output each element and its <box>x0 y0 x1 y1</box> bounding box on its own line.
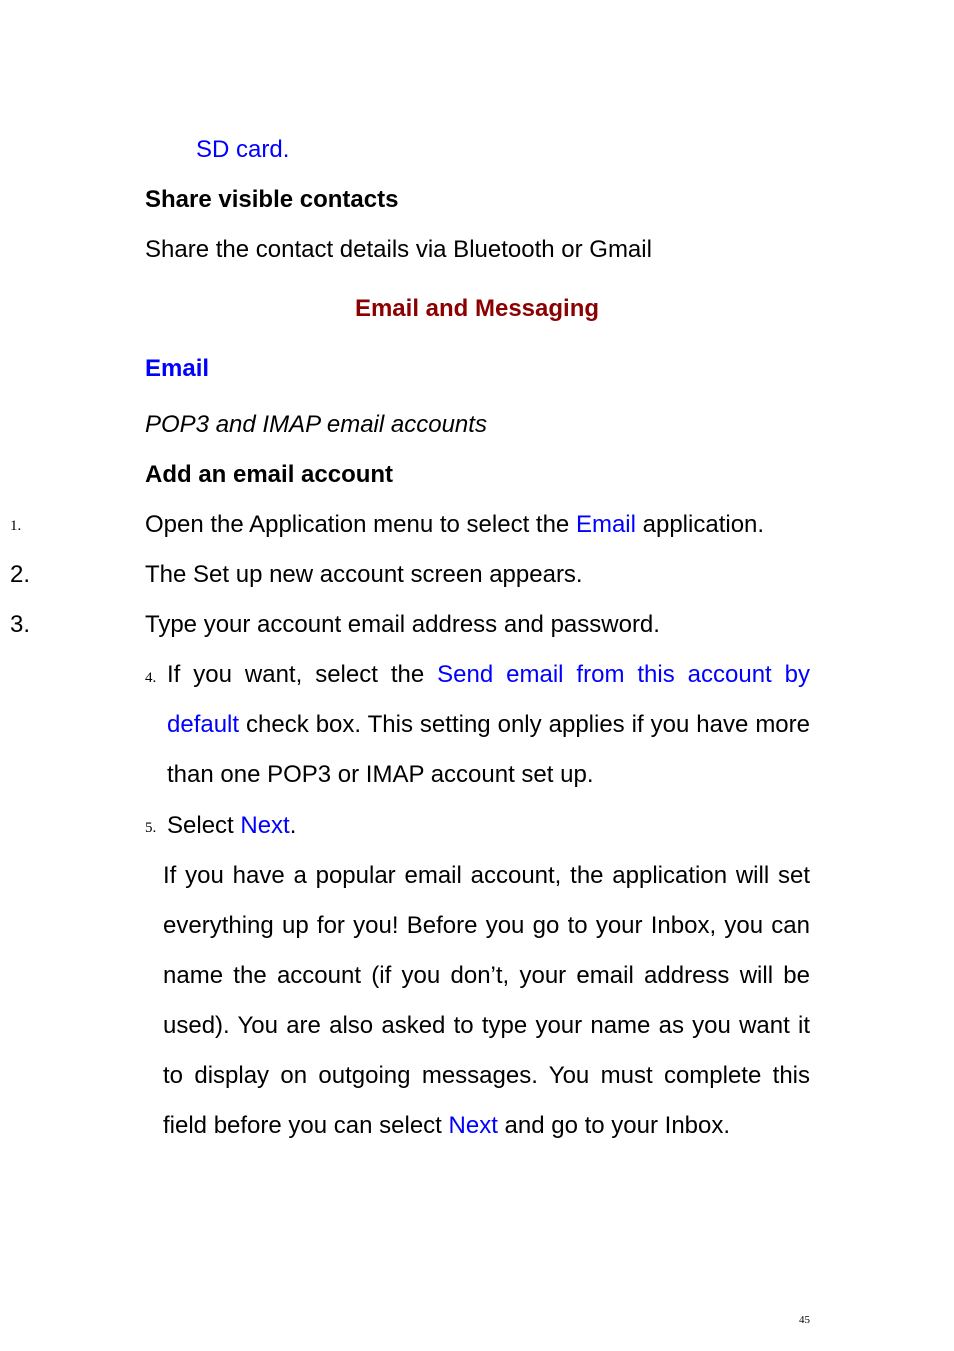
step-number-3: 3. <box>10 611 31 638</box>
pop3-imap-subtitle: POP3 and IMAP email accounts <box>145 411 487 438</box>
step-4-default-link: Send email from this account by default <box>167 661 811 738</box>
share-contacts-description: Share the contact details via Bluetooth or Gmail <box>145 236 652 263</box>
page-number: 45 <box>799 1314 810 1326</box>
section-title: Email and Messaging <box>354 295 600 322</box>
step-4-text <box>167 650 810 800</box>
step-5-next-link: Next <box>240 812 290 839</box>
step-5-pre: Select <box>167 812 241 839</box>
step-number-1: 1. <box>10 518 22 534</box>
step-1-email-link: Email <box>575 511 636 538</box>
step-1-pre: Open the Application menu to select the <box>145 511 576 538</box>
step-number-4: 4. <box>145 670 157 686</box>
paragraph-post: and go to your Inbox. <box>497 1112 731 1139</box>
step-number-5: 5. <box>145 820 157 836</box>
setup-paragraph <box>163 851 810 1151</box>
paragraph-pre: If you have a popular email account, the application will set everything up for you! Before you go to your Inbox, you can name the account (if you don’t, your email address will be used). You are also asked to type your name as you want it to display on outgoing messages. You must complete this field before you can select <box>163 862 810 1139</box>
email-heading: Email <box>145 355 210 382</box>
share-contacts-heading: Share visible contacts <box>145 186 399 213</box>
step-4-pre: If you want, select the <box>167 661 438 688</box>
step-3-text: Type your account email address and password. <box>145 611 660 638</box>
step-1-text <box>145 511 764 539</box>
step-5-text <box>167 812 296 840</box>
step-number-2: 2. <box>10 561 31 588</box>
add-email-account-heading: Add an email account <box>145 461 394 488</box>
step-5-post: . <box>289 812 297 839</box>
step-2-text: The Set up new account screen appears. <box>145 561 583 588</box>
paragraph-next-link: Next <box>448 1112 498 1139</box>
step-1-post: application. <box>635 511 765 538</box>
sd-card-text: SD card. <box>196 136 290 163</box>
step-4-post: check box. This setting only applies if you have more than one POP3 or IMAP account set up. <box>167 711 810 788</box>
